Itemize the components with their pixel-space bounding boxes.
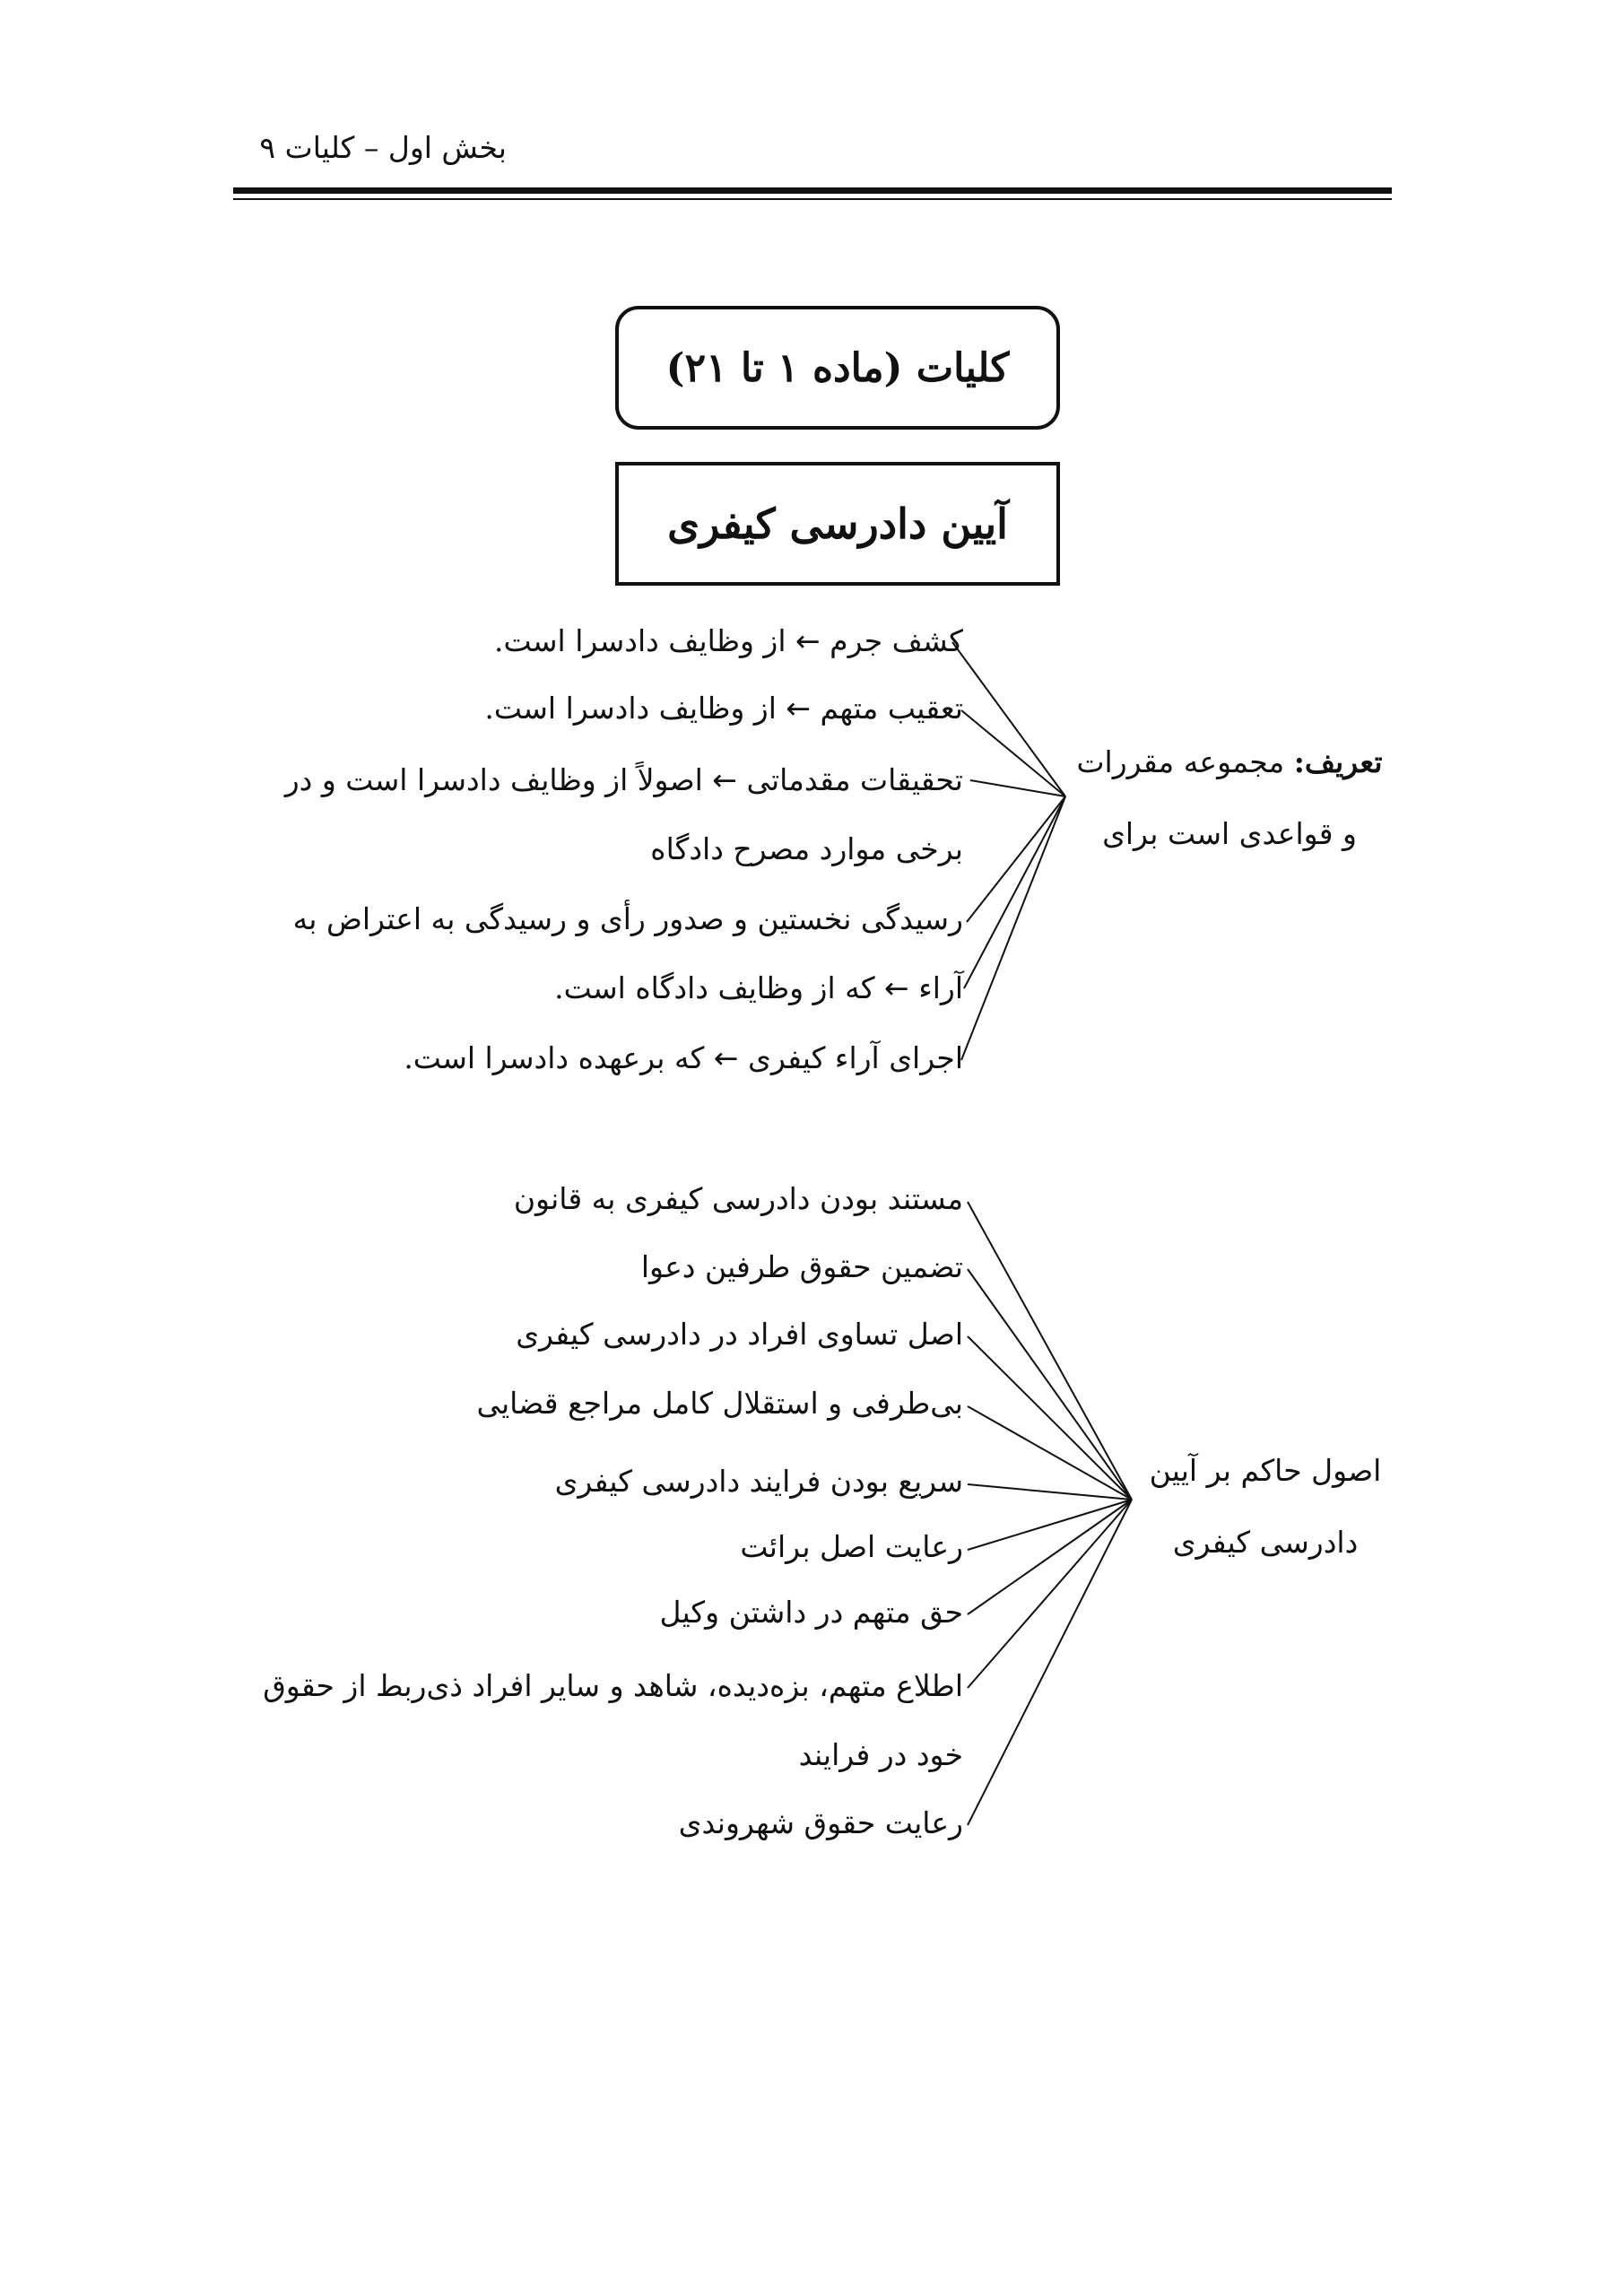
header-section: بخش اول: [387, 130, 507, 165]
chapter-title-box: کلیات (ماده ۱ تا ۲۱): [615, 306, 1060, 430]
principles-label-line2: دادرسی کیفری: [1172, 1525, 1359, 1560]
connector-prin-7: [968, 1500, 1132, 1614]
header-page-number: ۹: [259, 130, 276, 165]
principle-item-2: تضمین حقوق طرفین دعوا: [640, 1249, 963, 1284]
connector-prin-4: [968, 1406, 1132, 1500]
definition-bold-label: تعریف:: [1293, 744, 1383, 779]
item-text: که برعهده دادسرا است.: [404, 1040, 705, 1075]
item-text: از وظایف دادسرا است.: [484, 691, 777, 726]
item-text: از وظایف دادسرا است.: [494, 623, 786, 658]
definition-item-1: [494, 619, 963, 664]
principle-item-5: سریع بودن فرایند دادرسی کیفری: [554, 1464, 963, 1499]
item-text: کشف جرم: [830, 623, 963, 658]
principle-item-4: بی‌طرفی و استقلال کامل مراجع قضایی: [476, 1386, 963, 1421]
connector-def-1: [952, 642, 1065, 796]
item-text: تعقیب متهم: [820, 691, 963, 726]
connector-def-2: [961, 710, 1065, 796]
definition-item-5: [404, 1036, 963, 1081]
principle-item-7: حق متهم در داشتن وکیل: [659, 1595, 963, 1630]
connector-prin-6: [968, 1500, 1132, 1550]
principle-item-8-cont: خود در فرایند: [798, 1737, 963, 1772]
connector-def-4: [967, 796, 1065, 922]
definition-item-2: [484, 686, 963, 731]
item-text: آراء: [918, 970, 963, 1005]
connector-prin-8: [968, 1500, 1132, 1688]
left-arrow-icon: ←: [795, 623, 821, 658]
header-separator: –: [363, 130, 379, 165]
connector-prin-2: [968, 1269, 1132, 1500]
connector-prin-1: [968, 1202, 1132, 1500]
principle-item-9: رعایت حقوق شهروندی: [678, 1805, 963, 1840]
item-text: تحقیقات مقدماتی: [746, 762, 963, 797]
header-chapter: کلیات: [284, 130, 355, 165]
left-arrow-icon: ←: [786, 691, 812, 726]
definition-label-line2: و قواعدی است برای: [1102, 816, 1357, 851]
topic-title-box: آیین دادرسی کیفری: [615, 462, 1060, 586]
connector-prin-3: [968, 1336, 1132, 1500]
definition-item-3-cont: برخی موارد مصرح دادگاه: [650, 831, 963, 866]
item-text: که از وظایف دادگاه است.: [554, 970, 875, 1005]
principles-label-line1: اصول حاکم بر آیین: [1149, 1453, 1382, 1488]
definition-label-rest: مجموعه مقررات: [1076, 744, 1294, 779]
item-text: اصولاً از وظایف دادسرا است و در: [284, 762, 703, 797]
principle-item-3: اصل تساوی افراد در دادرسی کیفری: [516, 1317, 963, 1352]
definition-label-line1: [1067, 740, 1392, 785]
left-arrow-icon: ←: [713, 1040, 739, 1075]
connector-prin-9: [968, 1500, 1132, 1825]
definition-item-4-cont: [554, 966, 963, 1011]
connector-def-3: [970, 780, 1065, 796]
principle-item-1: مستند بودن دادرسی کیفری به قانون: [513, 1181, 963, 1216]
left-arrow-icon: ←: [884, 970, 909, 1005]
definition-item-3: [285, 758, 963, 803]
item-text: اجرای آراء کیفری: [748, 1040, 963, 1075]
principle-item-8: اطلاع متهم، بزه‌دیده، شاهد و سایر افراد ذی‌ربط از حقوق: [263, 1668, 963, 1703]
left-arrow-icon: ←: [712, 762, 737, 797]
definition-item-4: رسیدگی نخستین و صدور رأی و رسیدگی به اعتراض به: [292, 901, 963, 936]
principle-item-6: رعایت اصل برائت: [740, 1529, 963, 1564]
connector-def-5: [964, 796, 1065, 988]
connector-def-6: [961, 796, 1065, 1060]
